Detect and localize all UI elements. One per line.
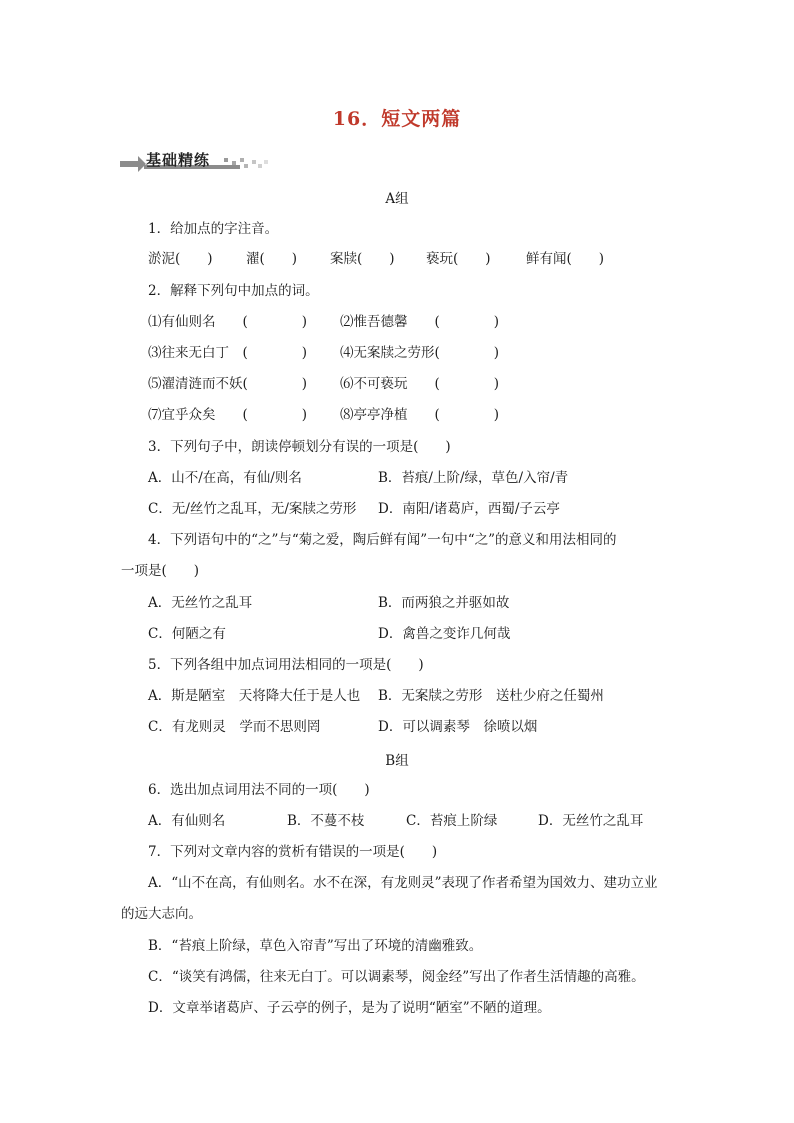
q5-option-d: D．可以调素琴 徐喷以烟 xyxy=(378,719,538,735)
q1-item: 亵玩( ) xyxy=(426,251,491,267)
q2-item: ⑸濯清涟而不妖( ) xyxy=(148,376,308,392)
q7-stem: 7．下列对文章内容的赏析有错误的一项是( ) xyxy=(148,844,438,860)
q6-option-c: C．苔痕上阶绿 xyxy=(406,813,498,829)
q2-item: ⑴有仙则名 ( ) xyxy=(148,314,308,330)
q5-option-a: A．斯是陋室 天将降大任于是人也 xyxy=(148,688,361,704)
q7-option-d: D．文章举诸葛庐、子云亭的例子，是为了说明“陋室”不陋的道理。 xyxy=(148,1000,551,1016)
group-b-label: B组 xyxy=(385,753,409,769)
q1-item: 淤泥( ) xyxy=(148,251,213,267)
q5-option-b: B．无案牍之劳形 送杜少府之任蜀州 xyxy=(378,688,604,704)
banner-label: 基础精练 xyxy=(146,151,211,169)
q7-option-a-continued: 的远大志向。 xyxy=(121,906,202,922)
q4-stem: 4．下列语句中的“之”与“菊之爱，陶后鲜有闻”一句中“之”的意义和用法相同的 xyxy=(148,532,617,548)
q7-option-a: A．“山不在高，有仙则名。水不在深，有龙则灵”表现了作者希望为国效力、建功立业 xyxy=(148,875,658,891)
q4-stem-continued: 一项是( ) xyxy=(121,563,200,579)
q2-item: ⑷无案牍之劳形( ) xyxy=(340,345,500,361)
q4-option-a: A．无丝竹之乱耳 xyxy=(148,595,253,611)
q2-item: ⑶往来无白丁 ( ) xyxy=(148,345,308,361)
q2-stem: 2．解释下列句中加点的词。 xyxy=(148,283,319,299)
q4-option-b: B．而两狼之并驱如故 xyxy=(378,595,510,611)
section-banner xyxy=(120,148,270,172)
q2-item: ⑵惟吾德馨 ( ) xyxy=(340,314,500,330)
q1-stem: 1．给加点的字注音。 xyxy=(148,221,279,237)
page-title: 16．短文两篇 xyxy=(332,108,462,130)
q7-option-c: C．“谈笑有鸿儒，往来无白丁。可以调素琴，阅金经”写出了作者生活情趣的高雅。 xyxy=(148,969,645,985)
q3-stem: 3．下列句子中，朗读停顿划分有误的一项是( ) xyxy=(148,439,451,455)
q5-stem: 5．下列各组中加点词用法相同的一项是( ) xyxy=(148,657,424,673)
q6-stem: 6．选出加点词用法不同的一项( ) xyxy=(148,782,370,798)
q4-option-c: C．何陋之有 xyxy=(148,626,226,642)
q2-item: ⑹不可亵玩 ( ) xyxy=(340,376,500,392)
q1-item: 濯( ) xyxy=(246,251,298,267)
q2-item: ⑺宜乎众矣 ( ) xyxy=(148,407,308,423)
q6-option-b: B．不蔓不枝 xyxy=(287,813,365,829)
q3-option-b: B．苔痕/上阶/绿，草色/入帘/青 xyxy=(378,470,569,486)
q6-option-d: D．无丝竹之乱耳 xyxy=(538,813,644,829)
q2-item: ⑻亭亭净植 ( ) xyxy=(340,407,500,423)
q3-option-a: A．山不/在高，有仙/则名 xyxy=(148,470,302,486)
q4-option-d: D．禽兽之变诈几何哉 xyxy=(378,626,511,642)
q1-item: 案牍( ) xyxy=(330,251,395,267)
q6-option-a: A．有仙则名 xyxy=(148,813,226,829)
q1-item: 鲜有闻( ) xyxy=(526,251,605,267)
q7-option-b: B．“苔痕上阶绿，草色入帘青”写出了环境的清幽雅致。 xyxy=(148,938,483,954)
q5-option-c: C．有龙则灵 学而不思则罔 xyxy=(148,719,321,735)
q3-option-c: C．无/丝竹之乱耳，无/案牍之劳形 xyxy=(148,501,357,517)
group-a-label: A组 xyxy=(385,191,409,207)
q3-option-d: D．南阳/诸葛庐，西蜀/子云亭 xyxy=(378,501,560,517)
